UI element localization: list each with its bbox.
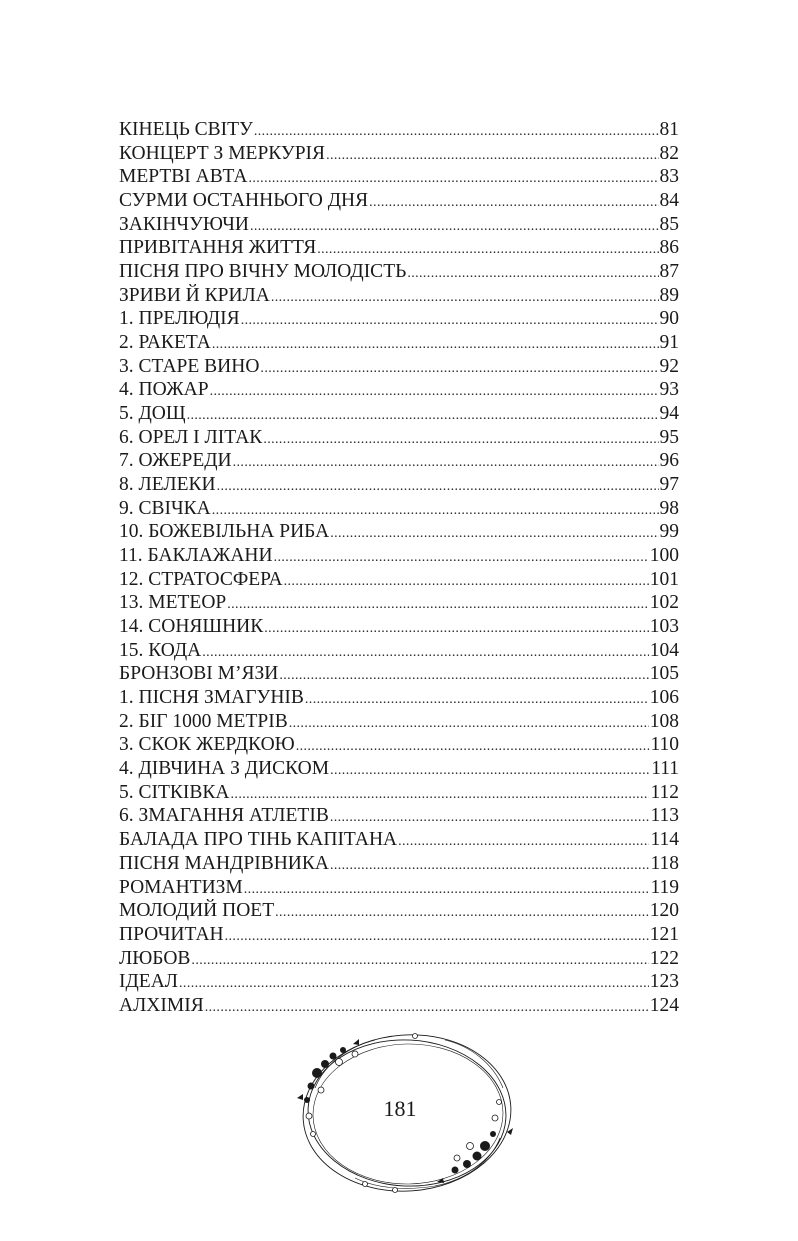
toc-leader-dots — [398, 830, 649, 854]
toc-entry — [119, 591, 679, 615]
toc-leader-dots — [289, 712, 649, 736]
toc-entry-page: 101 — [649, 568, 679, 590]
toc-leader-dots — [369, 191, 658, 215]
toc-entry-title: 12. СТРАТОСФЕРА — [119, 568, 283, 590]
toc-entry-page: 100 — [649, 545, 679, 567]
toc-entry-title: 11. БАКЛАЖАНИ — [119, 545, 273, 567]
toc-entry — [119, 402, 679, 426]
toc-entry-title: МЕРТВІ АВТА — [119, 166, 248, 188]
toc-entry-title: 13. МЕТЕОР — [119, 592, 227, 614]
toc-entry — [119, 876, 679, 900]
toc-entry — [119, 378, 679, 402]
toc-entry-title: 4. ДІВЧИНА З ДИСКОМ — [119, 758, 330, 780]
toc-leader-dots — [330, 806, 650, 830]
toc-leader-dots — [254, 120, 659, 144]
toc-entry — [119, 710, 679, 734]
toc-entry — [119, 449, 679, 473]
toc-entry-title: 3. СКОК ЖЕРДКОЮ — [119, 734, 295, 756]
toc-entry — [119, 568, 679, 592]
toc-leader-dots — [205, 996, 649, 1020]
toc-leader-dots — [225, 925, 649, 949]
toc-leader-dots — [284, 570, 649, 594]
toc-entry — [119, 852, 679, 876]
toc-entry — [119, 804, 679, 828]
toc-entry-title: 7. ОЖЕРЕДИ — [119, 450, 232, 472]
toc-leader-dots — [275, 901, 649, 925]
toc-entry — [119, 923, 679, 947]
toc-entry-page: 81 — [659, 119, 679, 140]
toc-entry-page: 120 — [649, 900, 679, 922]
toc-entry-page: 111 — [651, 758, 679, 780]
toc-entry-title: 9. СВІЧКА — [119, 497, 211, 519]
toc-entry-page: 122 — [649, 947, 679, 969]
toc-entry-page: 99 — [659, 521, 679, 543]
toc-entry-title: ІДЕАЛ — [119, 971, 179, 993]
toc-entry-title: МОЛОДИЙ ПОЕТ — [119, 900, 275, 922]
toc-entry-title: КОНЦЕРТ З МЕРКУРІЯ — [119, 142, 326, 164]
toc-leader-dots — [227, 593, 649, 617]
toc-entry-title: 5. ДОЩ — [119, 403, 186, 425]
toc-entry-title: 6. ОРЕЛ І ЛІТАК — [119, 426, 263, 448]
toc-entry-page: 93 — [659, 379, 679, 401]
toc-entry — [119, 947, 679, 971]
toc-entry-page: 123 — [649, 971, 679, 993]
toc-entry — [119, 284, 679, 308]
toc-entry — [119, 260, 679, 284]
toc-entry-title: 1. ПРЕЛЮДІЯ — [119, 308, 240, 330]
toc-entry — [119, 213, 679, 237]
toc-entry-title: АЛХІМІЯ — [119, 994, 204, 1016]
toc-entry — [119, 426, 679, 450]
toc-entry-page: 94 — [659, 403, 679, 425]
toc-entry-title: ЛЮБОВ — [119, 947, 191, 969]
toc-entry-page: 92 — [659, 355, 679, 377]
toc-leader-dots — [202, 641, 648, 665]
toc-leader-dots — [212, 499, 659, 523]
toc-entry-page: 113 — [650, 805, 679, 827]
toc-leader-dots — [296, 735, 650, 759]
toc-entry-page: 86 — [659, 237, 679, 259]
toc-leader-dots — [241, 309, 659, 333]
toc-leader-dots — [260, 357, 658, 381]
toc-entry-page: 95 — [659, 426, 679, 448]
toc-entry-title: 10. БОЖЕВІЛЬНА РИБА — [119, 521, 330, 543]
toc-entry — [119, 733, 679, 757]
toc-entry-page: 84 — [659, 190, 679, 212]
toc-entry — [119, 307, 679, 331]
toc-entry-title: ЗАКІНЧУЮЧИ — [119, 213, 249, 235]
toc-leader-dots — [191, 949, 648, 973]
toc-entry — [119, 142, 679, 166]
toc-entry — [119, 662, 679, 686]
toc-leader-dots — [264, 617, 648, 641]
toc-leader-dots — [210, 380, 659, 404]
toc-entry-page: 124 — [649, 994, 679, 1016]
toc-leader-dots — [330, 759, 650, 783]
toc-leader-dots — [279, 664, 648, 688]
toc-entry-page: 106 — [649, 687, 679, 709]
toc-entry-page: 114 — [650, 829, 679, 851]
toc-entry-title: 6. ЗМАГАННЯ АТЛЕТІВ — [119, 805, 329, 827]
toc-leader-dots — [212, 333, 659, 357]
toc-leader-dots — [305, 688, 649, 712]
toc-entry-title: 2. БІГ 1000 МЕТРІВ — [119, 710, 288, 732]
toc-entry — [119, 615, 679, 639]
toc-leader-dots — [233, 451, 659, 475]
toc-entry-page: 89 — [659, 284, 679, 306]
toc-entry — [119, 355, 679, 379]
toc-entry-page: 112 — [650, 781, 679, 803]
toc-entry — [119, 331, 679, 355]
toc-entry-page: 103 — [649, 616, 679, 638]
toc-entry-title: КІНЕЦЬ СВІТУ — [119, 119, 253, 140]
toc-entry — [119, 970, 679, 994]
toc-leader-dots — [248, 167, 658, 191]
toc-entry-title: ПРИВІТАННЯ ЖИТТЯ — [119, 237, 317, 259]
toc-entry-title: СУРМИ ОСТАННЬОГО ДНЯ — [119, 190, 369, 212]
toc-entry-page: 87 — [659, 261, 679, 283]
toc-leader-dots — [217, 475, 659, 499]
toc-entry-page: 108 — [649, 710, 679, 732]
toc-entry — [119, 828, 679, 852]
toc-leader-dots — [330, 522, 658, 546]
toc-entry-title: 3. СТАРЕ ВИНО — [119, 355, 260, 377]
toc-leader-dots — [330, 854, 650, 878]
toc-entry-title: РОМАНТИЗМ — [119, 876, 243, 898]
toc-entry-title: 15. КОДА — [119, 639, 202, 661]
toc-entry-title: 5. СІТКІВКА — [119, 781, 230, 803]
toc-entry-title: ПІСНЯ ПРО ВІЧНУ МОЛОДІСТЬ — [119, 261, 407, 283]
toc-entry-title: 8. ЛЕЛЕКИ — [119, 474, 216, 496]
toc-entry — [119, 639, 679, 663]
toc-entry — [119, 189, 679, 213]
toc-leader-dots — [244, 878, 650, 902]
toc-entry-page: 104 — [649, 639, 679, 661]
toc-entry-page: 90 — [659, 308, 679, 330]
toc-leader-dots — [179, 972, 649, 996]
toc-leader-dots — [231, 783, 650, 807]
toc-leader-dots — [187, 404, 659, 428]
toc-leader-dots — [317, 238, 658, 262]
toc-leader-dots — [274, 546, 649, 570]
toc-leader-dots — [271, 286, 659, 310]
toc-leader-dots — [250, 215, 659, 239]
toc-entry — [119, 520, 679, 544]
toc-entry-title: 2. РАКЕТА — [119, 332, 211, 354]
toc-entry — [119, 544, 679, 568]
toc-entry — [119, 118, 679, 142]
page-number: 181 — [383, 1096, 417, 1121]
toc-entry — [119, 497, 679, 521]
toc-entry — [119, 686, 679, 710]
toc-entry-title: 14. СОНЯШНИК — [119, 616, 264, 638]
toc-entry — [119, 781, 679, 805]
toc-leader-dots — [326, 144, 658, 168]
toc-entry-page: 91 — [659, 332, 679, 354]
toc-entry — [119, 236, 679, 260]
toc-entry-page: 97 — [659, 474, 679, 496]
toc-entry-page: 96 — [659, 450, 679, 472]
toc-entry-page: 102 — [649, 592, 679, 614]
toc-entry-page: 121 — [649, 923, 679, 945]
toc-entry-title: ПІСНЯ МАНДРІВНИКА — [119, 852, 329, 874]
toc-entry-title: 1. ПІСНЯ ЗМАГУНІВ — [119, 687, 304, 709]
toc-entry-title: БАЛАДА ПРО ТІНЬ КАПІТАНА — [119, 829, 398, 851]
toc-entry-title: БРОНЗОВІ М’ЯЗИ — [119, 663, 279, 685]
toc-entry — [119, 473, 679, 497]
toc-entry-page: 98 — [659, 497, 679, 519]
toc-entry — [119, 757, 679, 781]
toc-leader-dots — [263, 428, 658, 452]
toc-leader-dots — [407, 262, 658, 286]
toc-entry-page: 83 — [659, 166, 679, 188]
toc-entry-title: ЗРИВИ Й КРИЛА — [119, 284, 270, 306]
toc-entry — [119, 899, 679, 923]
toc-entry-page: 110 — [650, 734, 679, 756]
toc-entry-page: 118 — [650, 852, 679, 874]
toc-entry-title: 4. ПОЖАР — [119, 379, 209, 401]
toc-entry-page: 85 — [659, 213, 679, 235]
table-of-contents — [119, 118, 679, 1018]
toc-entry-page: 82 — [659, 142, 679, 164]
toc-entry-page: 105 — [649, 663, 679, 685]
toc-entry — [119, 165, 679, 189]
toc-entry-title: ПРОЧИТАН — [119, 923, 224, 945]
toc-entry-page: 119 — [650, 876, 679, 898]
toc-entry — [119, 994, 679, 1018]
